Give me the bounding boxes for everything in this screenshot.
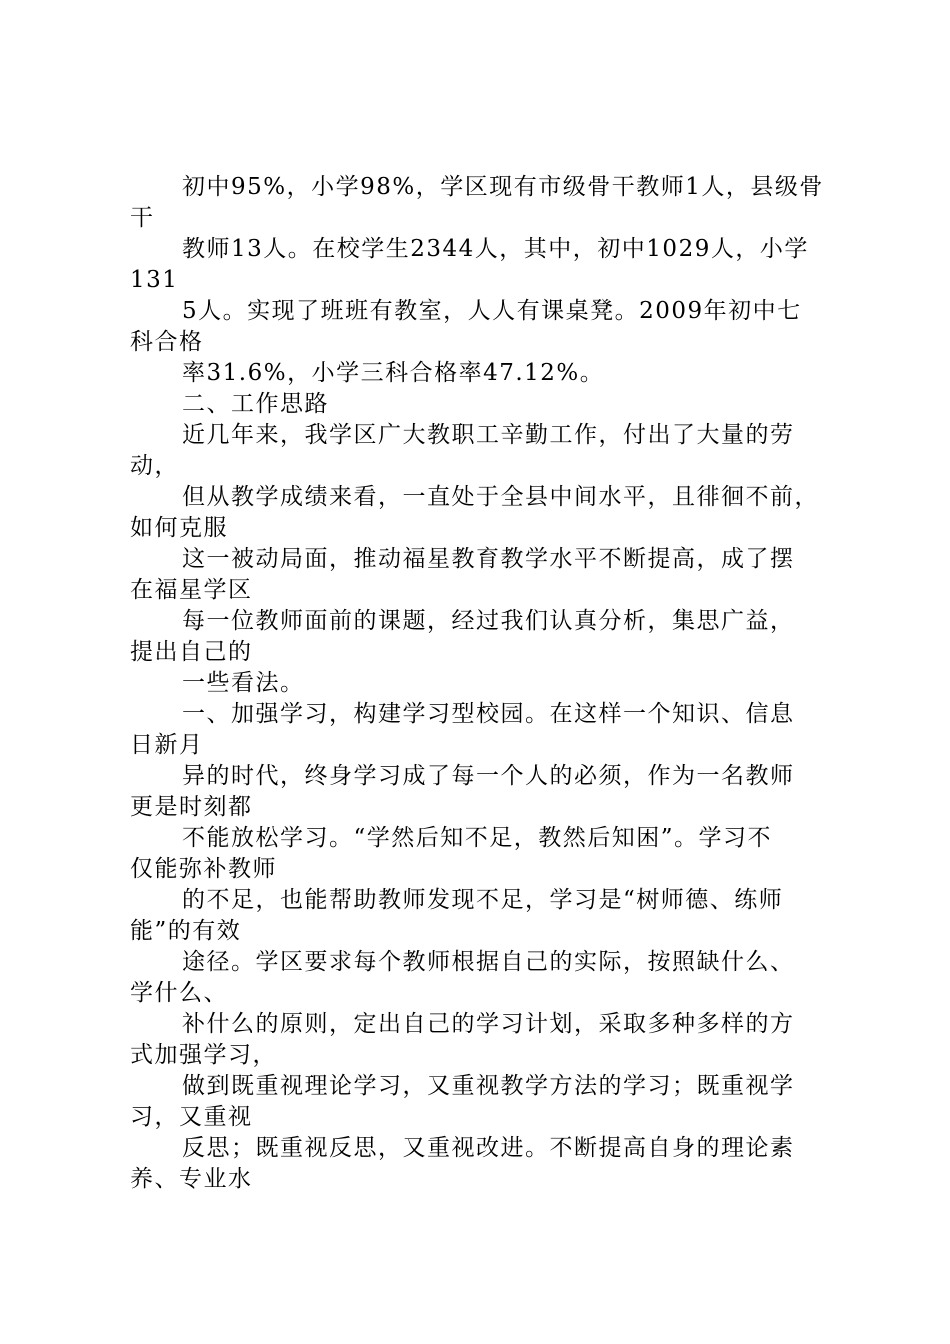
- document-line: 但从教学成绩来看，一直处于全县中间水平，且徘徊不前，: [182, 484, 819, 510]
- document-line: 131: [130, 267, 179, 293]
- document-line: 如何克服: [130, 515, 228, 541]
- document-line: 式加强学习，: [130, 1042, 277, 1068]
- document-line: 的不足，也能帮助教师发现不足，学习是“树师德、练师: [182, 887, 784, 913]
- document-line: 5人。实现了班班有教室，人人有课桌凳。2009年初中七: [182, 298, 802, 324]
- document-line: 干: [130, 205, 155, 231]
- document-line: 学什么、: [130, 980, 228, 1006]
- document-line: 近几年来，我学区广大教职工辛勤工作，付出了大量的劳: [182, 422, 795, 448]
- document-line: 异的时代，终身学习成了每一个人的必须，作为一名教师: [182, 763, 795, 789]
- document-line: 二、工作思路: [182, 391, 329, 417]
- document-line: 日新月: [130, 732, 204, 758]
- document-line: 科合格: [130, 329, 204, 355]
- document-line: 每一位教师面前的课题，经过我们认真分析，集思广益，: [182, 608, 795, 634]
- document-line: 习，又重视: [130, 1104, 253, 1130]
- document-line: 这一被动局面，推动福星教育教学水平不断提高，成了摆: [182, 546, 795, 572]
- document-line: 教师13人。在校学生2344人，其中，初中1029人，小学: [182, 236, 809, 262]
- document-line: 动，: [130, 453, 179, 479]
- document-line: 不能放松学习。“学然后知不足，教然后知困”。学习不: [182, 825, 773, 851]
- document-line: 率31.6%，小学三科合格率47.12%。: [182, 360, 605, 386]
- document-line: 更是时刻都: [130, 794, 253, 820]
- document-line: 做到既重视理论学习，又重视教学方法的学习；既重视学: [182, 1073, 795, 1099]
- document-line: 在福星学区: [130, 577, 253, 603]
- document-line: 初中95%，小学98%，学区现有市级骨干教师1人，县级骨: [182, 174, 824, 200]
- document-line: 提出自己的: [130, 639, 253, 665]
- document-line: 一、加强学习，构建学习型校园。在这样一个知识、信息: [182, 701, 795, 727]
- document-line: 反思；既重视反思，又重视改进。不断提高自身的理论素: [182, 1135, 795, 1161]
- document-body: [130, 172, 840, 1195]
- document-line: 能”的有效: [130, 918, 242, 944]
- document-line: 补什么的原则，定出自己的学习计划，采取多种多样的方: [182, 1011, 795, 1037]
- document-line: 仅能弥补教师: [130, 856, 277, 882]
- document-line: 途径。学区要求每个教师根据自己的实际，按照缺什么、: [182, 949, 795, 975]
- document-line: 养、专业水: [130, 1166, 253, 1192]
- document-line: 一些看法。: [182, 670, 305, 696]
